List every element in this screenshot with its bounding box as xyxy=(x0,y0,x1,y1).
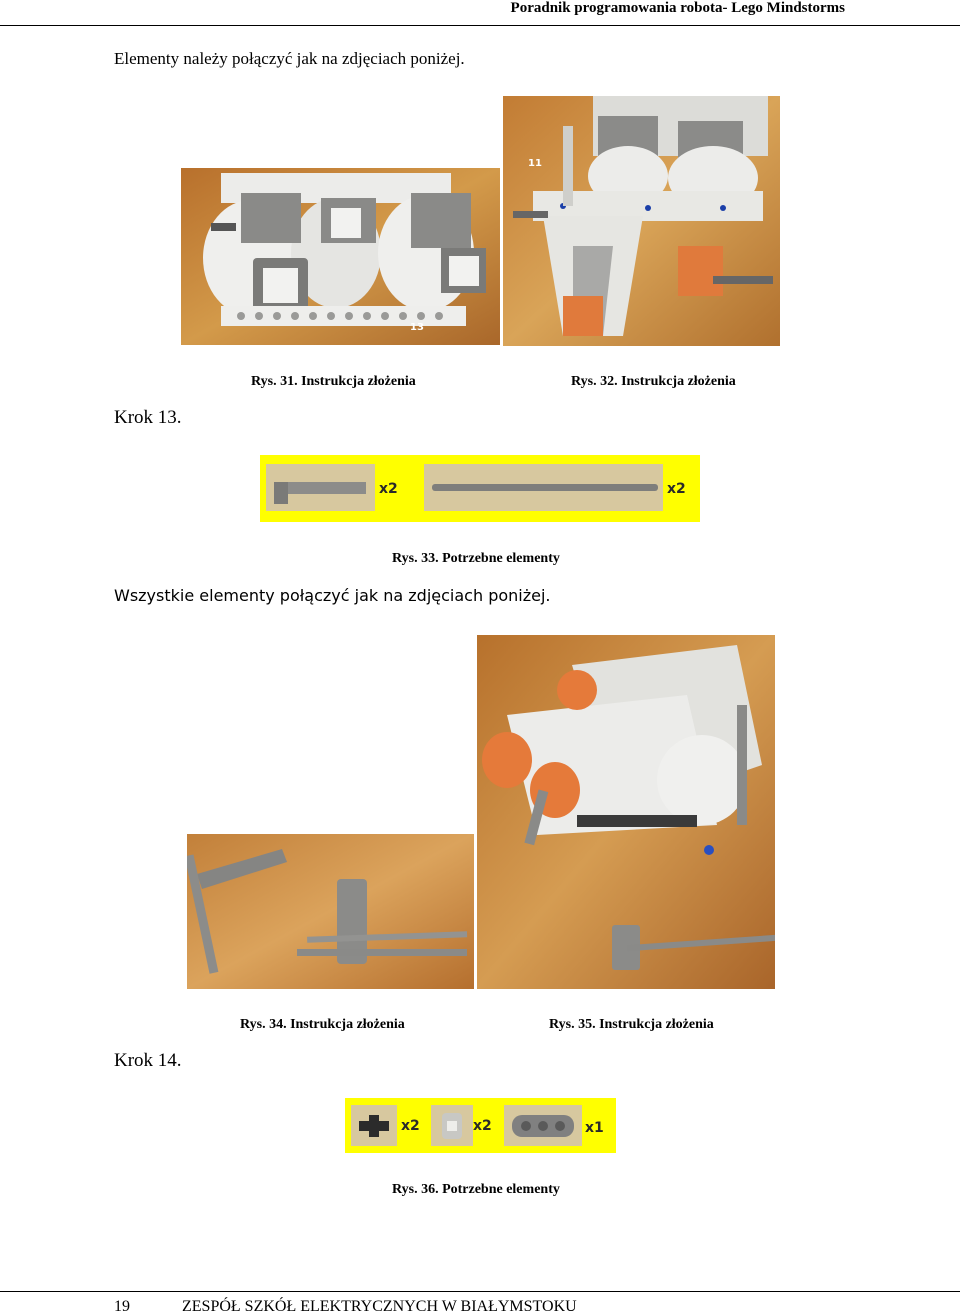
figure-34-caption: Rys. 34. Instrukcja złożenia xyxy=(240,1017,405,1032)
page-number: 19 xyxy=(114,1298,130,1315)
footer-rule xyxy=(0,1291,960,1292)
figure-35-caption: Rys. 35. Instrukcja złożenia xyxy=(549,1017,714,1032)
part-count: x2 xyxy=(379,481,398,497)
page-header-title: Poradnik programowania robota- Lego Mindstorms xyxy=(510,0,845,16)
connector-peg-icon xyxy=(351,1105,397,1146)
figure-34-photo xyxy=(187,834,474,989)
header-rule xyxy=(0,25,960,26)
short-beam-icon xyxy=(504,1105,582,1146)
part-count: x2 xyxy=(667,481,686,497)
figure-33-parts-panel xyxy=(260,455,700,522)
angled-beam-icon xyxy=(266,464,375,511)
figure-31-step-label: 13 xyxy=(410,322,424,333)
bush-icon xyxy=(431,1105,473,1146)
figure-32-step-label: 11 xyxy=(528,158,542,169)
part-count: x1 xyxy=(585,1120,604,1136)
figure-31-caption: Rys. 31. Instrukcja złożenia xyxy=(251,374,416,389)
footer-school-name: ZESPÓŁ SZKÓŁ ELEKTRYCZNYCH W BIAŁYMSTOKU xyxy=(182,1298,577,1315)
part-count: x2 xyxy=(401,1118,420,1134)
step-13-heading: Krok 13. xyxy=(114,407,182,428)
all-elements-text: Wszystkie elementy połączyć jak na zdjęciach poniżej. xyxy=(114,586,551,605)
figure-32-caption: Rys. 32. Instrukcja złożenia xyxy=(571,374,736,389)
figure-35-photo xyxy=(477,635,775,989)
part-count: x2 xyxy=(473,1118,492,1134)
figure-33-caption: Rys. 33. Potrzebne elementy xyxy=(392,551,560,566)
figure-31-photo xyxy=(181,168,500,345)
step-14-heading: Krok 14. xyxy=(114,1050,182,1071)
figure-36-parts-panel xyxy=(345,1098,616,1153)
figure-36-caption: Rys. 36. Potrzebne elementy xyxy=(392,1182,560,1197)
long-axle-icon xyxy=(424,464,663,511)
intro-text: Elementy należy połączyć jak na zdjęciach poniżej. xyxy=(114,49,465,68)
figure-32-photo xyxy=(503,96,780,346)
